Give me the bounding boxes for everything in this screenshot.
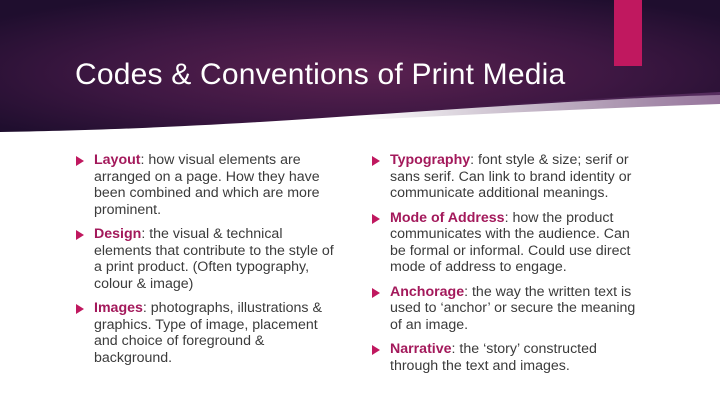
bullet-item-images (76, 300, 341, 366)
bullet-arrow-icon (372, 288, 380, 298)
bullet-item-anchorage (372, 284, 637, 334)
bullet-text: : photographs, illustrations & graphics. Type of image, placement and choice of foreground & background. (94, 300, 322, 366)
bullet-arrow-icon (372, 156, 380, 166)
bullet-item-typography (372, 152, 637, 202)
bullet-item-narrative (372, 341, 637, 374)
bullet-term: Layout (94, 152, 141, 168)
bullet-term: Narrative (390, 341, 452, 357)
bullet-term: Mode of Address (390, 209, 505, 226)
bullet-text: : the ‘story’ constructed through the text and images. (390, 341, 597, 374)
bullet-text: : the way the written text is used to ‘anchor’ or secure the meaning of an image. (390, 283, 636, 333)
slide-title: Codes & Conventions of Print Media (75, 58, 566, 91)
bullet-term: Images (94, 300, 143, 316)
bullet-text: : how visual elements are arranged on a page. How they have been combined and which are more prominent. (94, 152, 320, 218)
bullet-text: : the visual & technical elements that contribute to the style of a print product. (Often typography, colour & image) (94, 226, 334, 292)
bullet-arrow-icon (76, 230, 84, 240)
bullet-item-design (76, 226, 341, 292)
bullet-arrow-icon (76, 156, 84, 166)
bullet-arrow-icon (372, 214, 380, 224)
bullet-item-mode-of-address (372, 210, 637, 276)
bullet-text: : how the product communicates with the audience. Can be formal or informal. Could use direct mode of address to engage. (390, 209, 631, 275)
bullet-text: : font style & size; serif or sans serif. Can link to brand identity or communicate additional meanings. (390, 152, 632, 201)
left-bullet-column (76, 152, 341, 374)
bullet-term: Design (94, 226, 142, 242)
bullet-arrow-icon (372, 345, 380, 355)
bullet-term: Typography (390, 152, 471, 168)
bullet-arrow-icon (76, 304, 84, 314)
bullet-term: Anchorage (390, 283, 465, 300)
right-bullet-column (372, 152, 637, 382)
bullet-item-layout (76, 152, 341, 218)
accent-tab (614, 0, 642, 66)
